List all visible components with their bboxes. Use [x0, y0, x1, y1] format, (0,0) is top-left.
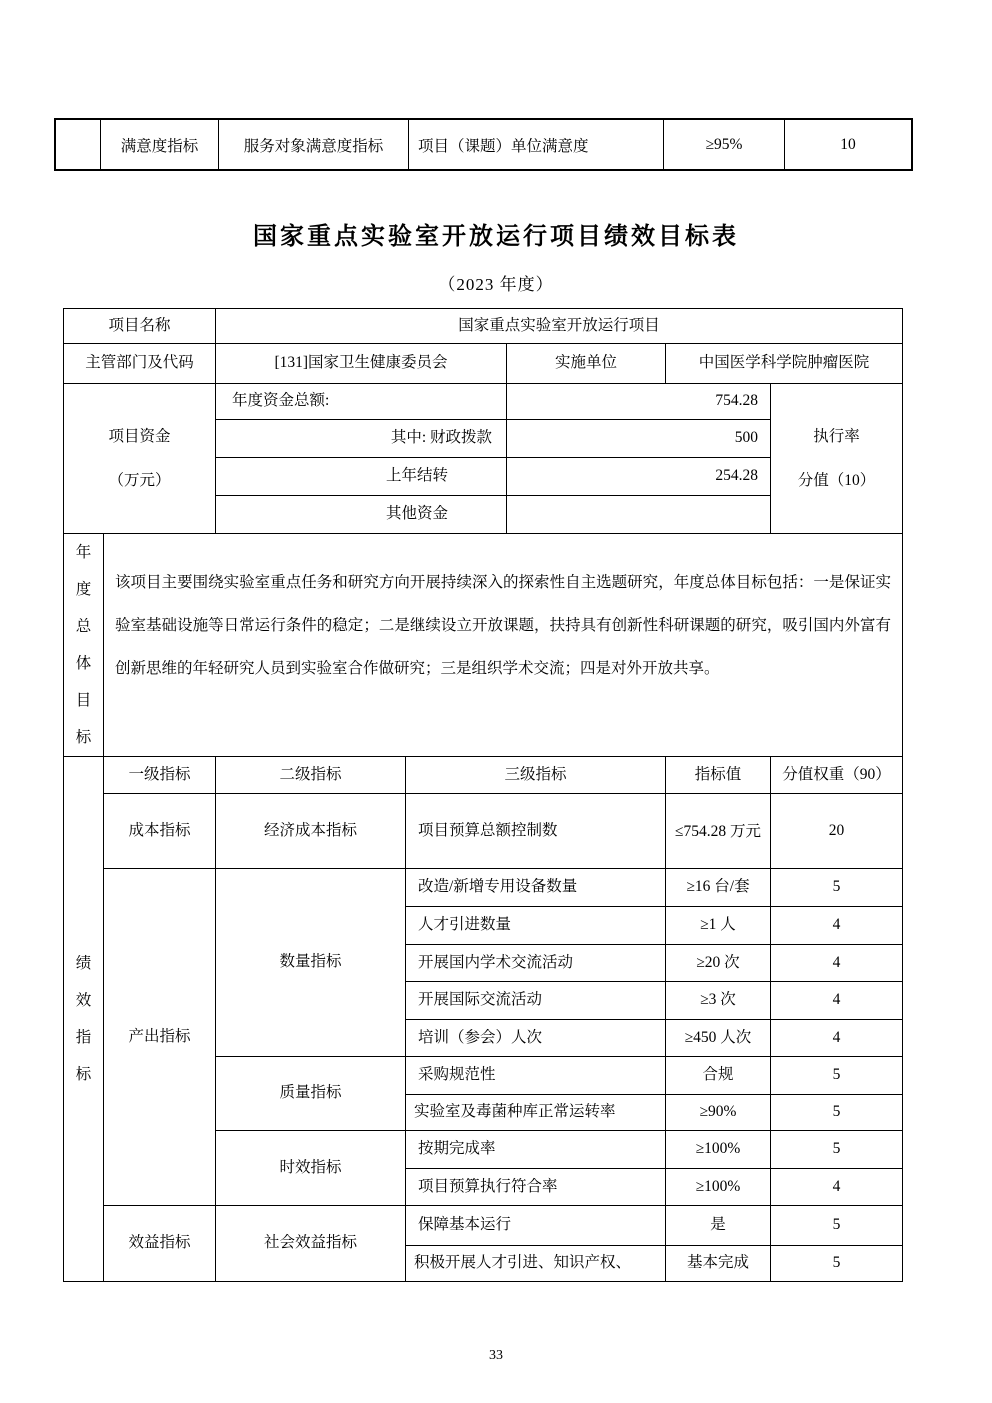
carryover-weight-cell: 10	[840, 135, 856, 153]
quantity-row-weight: 4	[771, 945, 903, 982]
funds-carryover-label: 上年结转	[216, 458, 507, 496]
dept-label: 主管部门及代码	[64, 344, 216, 384]
carryover-level3-cell: 项目（课题）单位满意度	[409, 120, 664, 169]
quantity-l2: 数量指标	[216, 869, 406, 1057]
carryover-level1-cell: 满意度指标	[101, 120, 219, 169]
quantity-row-value: ≥3 次	[666, 982, 771, 1020]
benefit-l1: 效益指标	[104, 1206, 216, 1282]
time-l2: 时效指标	[216, 1131, 406, 1206]
benefit-row-value: 基本完成	[666, 1246, 771, 1282]
funds-carryover-value: 254.28	[507, 458, 771, 496]
quantity-row-weight: 4	[771, 982, 903, 1020]
output-l1: 产出指标	[104, 869, 216, 1206]
time-row-weight: 5	[771, 1131, 903, 1169]
header-weight: 分值权重（90）	[771, 757, 903, 794]
time-row-value: ≥100%	[666, 1169, 771, 1206]
quantity-row-value: ≥20 次	[666, 945, 771, 982]
funds-other-label: 其他资金	[216, 496, 507, 534]
funds-total-value: 754.28	[507, 384, 771, 420]
quality-row-l3: 实验室及毒菌种库正常运转率	[406, 1095, 666, 1131]
impl-unit-label: 实施单位	[507, 344, 666, 384]
quantity-row-l3: 改造/新增专用设备数量	[406, 869, 666, 907]
performance-target-table	[63, 308, 903, 1282]
page-number: 33	[489, 1348, 503, 1363]
execution-rate-line1: 执行率	[813, 427, 860, 445]
page-title: 国家重点实验室开放运行项目绩效目标表	[253, 224, 739, 250]
quantity-row-value: ≥16 台/套	[666, 869, 771, 907]
quantity-row-value: ≥450 人次	[666, 1020, 771, 1057]
time-row-weight: 4	[771, 1169, 903, 1206]
header-value: 指标值	[666, 757, 771, 794]
funds-fiscal-value: 500	[507, 420, 771, 458]
annual-goal-text: 该项目主要围绕实验室重点任务和研究方向开展持续深入的探索性自主选题研究，年度总体目标包括：一是保证实验室基础设施等日常运行条件的稳定；二是继续设立开放课题，扶持具有创新性科研课题的研究，吸引国内外富有创新思维的年轻研究人员到实验室合作做研究；三是组织学术交流；四是对外开放共享。	[104, 534, 903, 757]
annual-goal-side-text: 年度总体目标	[75, 544, 92, 746]
quality-row-value: ≥90%	[666, 1095, 771, 1131]
quantity-row-weight: 4	[771, 1020, 903, 1057]
carryover-value-cell: ≥95%	[664, 120, 785, 169]
funds-fiscal-label: 其中: 财政拨款	[216, 420, 507, 458]
time-row-l3: 按期完成率	[406, 1131, 666, 1169]
quantity-row-l3: 培训（参会）人次	[406, 1020, 666, 1057]
carryover-table	[54, 118, 913, 171]
quality-row-weight: 5	[771, 1057, 903, 1095]
funds-label-line2: （万元）	[108, 471, 171, 489]
benefit-row-value: 是	[666, 1206, 771, 1246]
cost-l1: 成本指标	[104, 794, 216, 869]
time-row-l3: 项目预算执行符合率	[406, 1169, 666, 1206]
benefit-row-weight: 5	[771, 1246, 903, 1282]
carryover-empty-cell	[56, 120, 101, 169]
benefit-row-weight: 5	[771, 1206, 903, 1246]
dept-value: [131]国家卫生健康委员会	[216, 344, 507, 384]
header-level3: 三级指标	[406, 757, 666, 794]
project-name-value: 国家重点实验室开放运行项目	[216, 309, 903, 344]
funds-label	[64, 384, 216, 534]
cost-l2: 经济成本指标	[216, 794, 406, 869]
quantity-row-weight: 5	[771, 869, 903, 907]
benefit-row-l3: 保障基本运行	[406, 1206, 666, 1246]
execution-rate-line2: 分值（10）	[797, 471, 876, 489]
cost-weight: 20	[771, 794, 903, 869]
quantity-row-weight: 4	[771, 907, 903, 945]
carryover-level2-cell: 服务对象满意度指标	[219, 120, 409, 169]
cost-value: ≤754.28 万元	[666, 794, 771, 869]
page-subtitle: （2023 年度）	[438, 275, 554, 294]
quality-row-l3: 采购规范性	[406, 1057, 666, 1095]
performance-side-label	[64, 757, 104, 1282]
cost-l3: 项目预算总额控制数	[406, 794, 666, 869]
funds-total-label: 年度资金总额:	[216, 384, 507, 420]
impl-unit-value: 中国医学科学院肿瘤医院	[666, 344, 903, 384]
quality-row-weight: 5	[771, 1095, 903, 1131]
project-name-label: 项目名称	[64, 309, 216, 344]
quantity-row-l3: 人才引进数量	[406, 907, 666, 945]
benefit-l2: 社会效益指标	[216, 1206, 406, 1282]
quality-row-value: 合规	[666, 1057, 771, 1095]
header-level2: 二级指标	[216, 757, 406, 794]
performance-side-text: 绩效指标	[75, 955, 92, 1083]
quantity-row-value: ≥1 人	[666, 907, 771, 945]
execution-rate-cell	[771, 384, 903, 534]
quantity-row-l3: 开展国内学术交流活动	[406, 945, 666, 982]
header-level1: 一级指标	[104, 757, 216, 794]
time-row-value: ≥100%	[666, 1131, 771, 1169]
funds-other-value	[507, 496, 771, 534]
annual-goal-side-label	[64, 534, 104, 757]
quantity-row-l3: 开展国际交流活动	[406, 982, 666, 1020]
funds-label-line1: 项目资金	[108, 427, 171, 445]
benefit-row-l3: 积极开展人才引进、知识产权、	[406, 1246, 666, 1282]
quality-l2: 质量指标	[216, 1057, 406, 1131]
